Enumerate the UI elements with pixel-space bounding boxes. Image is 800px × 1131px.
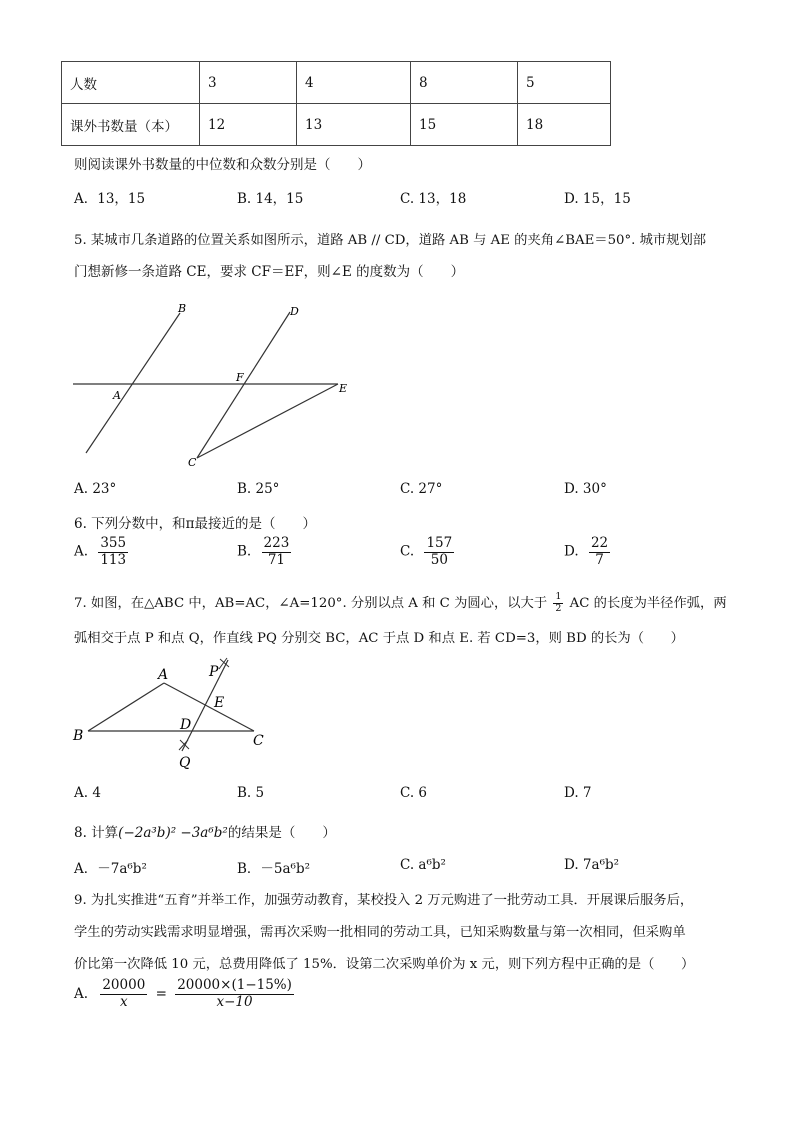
- label-e: E: [214, 695, 225, 711]
- numerator: 1: [555, 591, 562, 603]
- label-f: F: [236, 371, 244, 384]
- label-b: B: [178, 302, 187, 315]
- numerator: 20000×(1−15%): [177, 977, 292, 993]
- q7-stem-part1: 7. 如图，在△ABC 中，AB=AC，∠A=120°. 分别以点 A 和 C 为圆心，以大于: [74, 596, 548, 611]
- q9-stem-line2: 学生的劳动实践需求明显增强，需再次采购一批相同的劳动工具，已知采购数量与第一次相同，但采购单: [74, 925, 686, 940]
- numerator: 223: [263, 535, 290, 551]
- equals-sign: =: [155, 986, 167, 1003]
- q6-option-b[interactable]: [237, 536, 291, 568]
- q9-stem-line3: 价比第一次降低 10 元，总费用降低了 15%．设第二次采购单价为 x 元，则下列方程中正确的是（ ）: [74, 957, 695, 972]
- table-cell: 5: [518, 62, 611, 104]
- denominator: x: [120, 993, 128, 1010]
- line-ab: [86, 313, 180, 453]
- data-table: [61, 61, 611, 146]
- option-letter: D.: [564, 543, 579, 560]
- numerator: 157: [426, 535, 453, 551]
- table-cell: 13: [297, 104, 411, 146]
- option-letter: A.: [74, 986, 89, 1003]
- q8-stem-pre: 8. 计算: [74, 825, 119, 841]
- q5-option-b[interactable]: B. 25°: [237, 481, 280, 497]
- fraction-half: [553, 592, 563, 615]
- label-c: C: [188, 456, 197, 469]
- q4-option-b[interactable]: B. 14，15: [237, 191, 304, 207]
- q8-stem-post: 的结果是（ ）: [227, 825, 336, 841]
- denominator: 50: [430, 551, 448, 568]
- line-cd: [197, 312, 290, 458]
- denominator: x−10: [216, 993, 253, 1010]
- denominator: 7: [595, 551, 604, 568]
- q8-option-c[interactable]: C. a⁶b²: [400, 857, 446, 873]
- q8-option-b[interactable]: B．－5a⁶b²: [237, 861, 311, 877]
- label-e: E: [339, 382, 348, 395]
- denominator: 71: [267, 551, 285, 568]
- table-cell: 3: [200, 62, 297, 104]
- q5-figure: [60, 298, 370, 473]
- line-ce: [197, 384, 338, 458]
- q7-stem-part2: AC 的长度为半径作弧，两: [569, 596, 727, 611]
- table-cell: 课外书数量（本）: [62, 104, 200, 146]
- numerator: 22: [590, 535, 609, 551]
- q8-stem: [74, 821, 336, 841]
- denominator: 113: [100, 551, 127, 568]
- table-cell: 12: [200, 104, 297, 146]
- q6-option-d[interactable]: [564, 536, 610, 568]
- q7-option-b[interactable]: B. 5: [237, 785, 265, 801]
- numerator: 355: [100, 535, 127, 551]
- q8-option-a[interactable]: A．－7a⁶b²: [74, 861, 147, 877]
- label-p: P: [209, 664, 219, 680]
- q7-stem-line2: 弧相交于点 P 和点 Q，作直线 PQ 分别交 BC，AC 于点 D 和点 E. 若 CD=3，则 BD 的长为（ ）: [74, 631, 684, 646]
- table-cell: 8: [411, 62, 518, 104]
- q6-option-c[interactable]: [400, 536, 454, 568]
- q8-option-d[interactable]: D. 7a⁶b²: [564, 857, 620, 873]
- denominator: 2: [555, 603, 562, 614]
- q7-option-d[interactable]: D. 7: [564, 785, 592, 801]
- option-letter: B.: [237, 543, 252, 560]
- segment-ac: [164, 683, 254, 731]
- q5-option-a[interactable]: A. 23°: [74, 481, 117, 497]
- numerator: 20000: [102, 977, 146, 993]
- label-d: D: [180, 717, 192, 733]
- q8-expression: (−2a³b)² −3a⁶b²: [118, 825, 228, 841]
- q9-option-a[interactable]: [74, 978, 294, 1010]
- fraction: [98, 536, 128, 568]
- table-cell: 18: [518, 104, 611, 146]
- q7-option-a[interactable]: A. 4: [74, 785, 101, 801]
- q6-stem: 6. 下列分数中，和π最接近的是（ ）: [74, 516, 317, 532]
- label-c: C: [253, 733, 264, 749]
- arc-mark-q: [179, 740, 189, 750]
- q5-option-c[interactable]: C. 27°: [400, 481, 443, 497]
- q7-figure: [66, 655, 286, 775]
- label-d: D: [290, 305, 299, 318]
- table-row: [62, 62, 611, 104]
- option-letter: A.: [74, 543, 89, 560]
- fraction-lhs: [100, 978, 147, 1010]
- table-row: [62, 104, 611, 146]
- q4-stem: 则阅读课外书数量的中位数和众数分别是（ ）: [74, 157, 371, 173]
- table-cell: 4: [297, 62, 411, 104]
- fraction: [262, 536, 292, 568]
- q5-stem-line2: 门想新修一条道路 CE，要求 CF＝EF，则∠E 的度数为（ ）: [74, 264, 465, 280]
- q5-stem-line1: 5. 某城市几条道路的位置关系如图所示，道路 AB // CD，道路 AB 与 AE 的夹角∠BAE＝50°. 城市规划部: [74, 233, 707, 248]
- q6-option-a[interactable]: [74, 536, 128, 568]
- segment-ba: [88, 683, 164, 731]
- fraction-rhs: [175, 978, 294, 1010]
- q5-option-d[interactable]: D. 30°: [564, 481, 607, 497]
- table-cell: 人数: [62, 62, 200, 104]
- option-letter: C.: [400, 543, 415, 560]
- q4-option-a[interactable]: A．13，15: [74, 191, 146, 207]
- fraction: [424, 536, 454, 568]
- q7-option-c[interactable]: C. 6: [400, 785, 428, 801]
- q7-stem-line1: [74, 592, 727, 615]
- label-b: B: [73, 728, 84, 744]
- label-a: A: [113, 389, 121, 402]
- q4-option-c[interactable]: C. 13，18: [400, 191, 467, 207]
- table-cell: 15: [411, 104, 518, 146]
- fraction: [589, 536, 610, 568]
- q4-option-d[interactable]: D. 15，15: [564, 191, 631, 207]
- q9-stem-line1: 9. 为扎实推进“五育”并举工作，加强劳动教育，某校投入 2 万元购进了一批劳动工具．开展课后服务后，: [74, 893, 694, 908]
- label-q: Q: [179, 755, 191, 771]
- label-a: A: [158, 667, 169, 683]
